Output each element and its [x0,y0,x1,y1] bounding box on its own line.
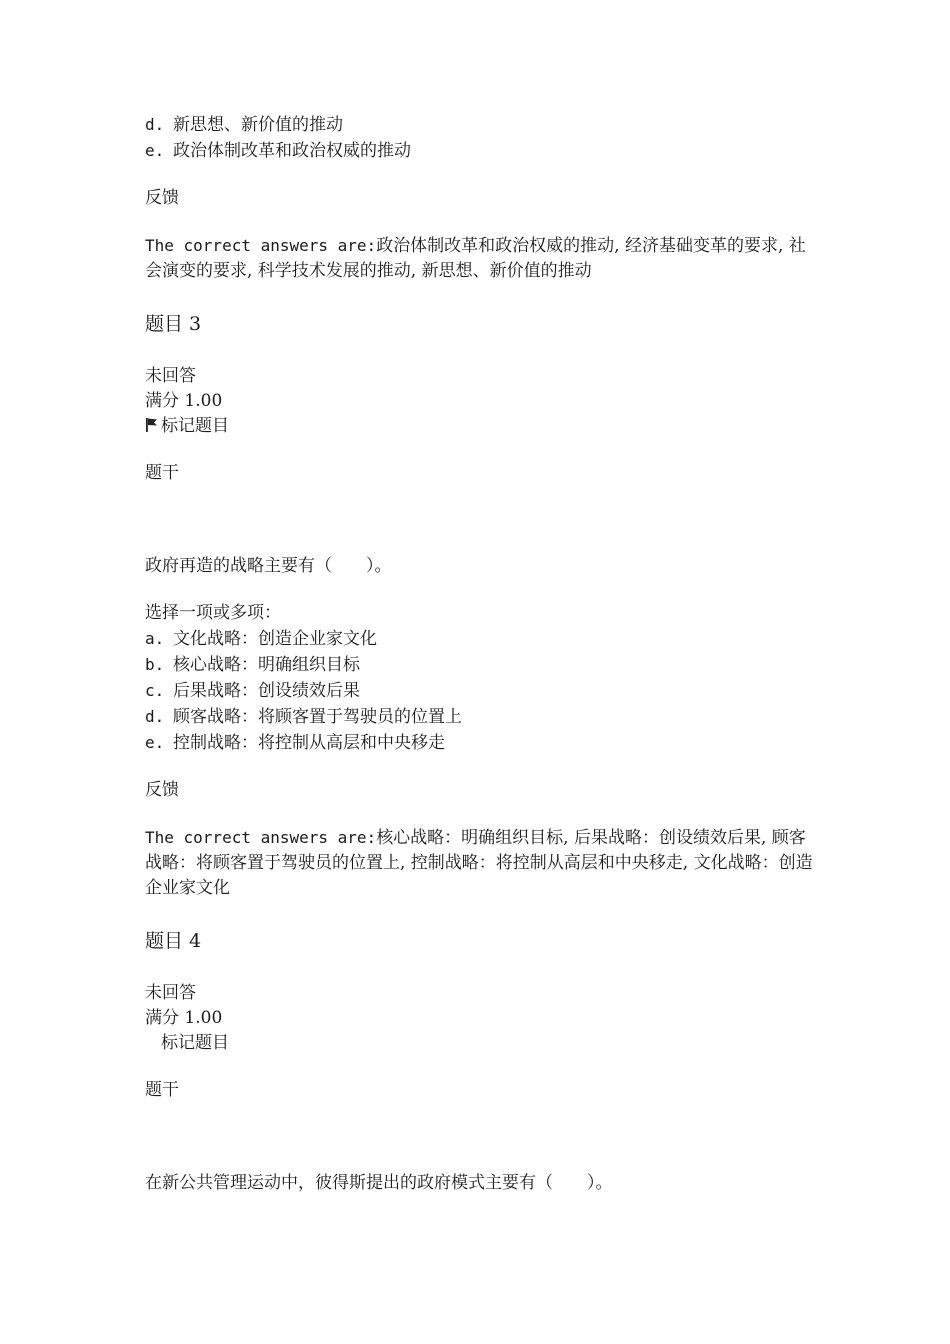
q3-question-text: 政府再造的战略主要有（ ）。 [145,556,392,576]
quiz-review-page [145,112,815,1196]
q2-option-d[interactable] [145,112,815,138]
option-letter: b. [145,655,165,674]
option-text: 控制战略：将控制从高层和中央移走 [173,733,445,753]
option-letter: a. [145,629,165,648]
q4-flag-question[interactable] [145,1031,815,1056]
flag-label: 标记题目 [161,1033,229,1053]
flag-label: 标记题目 [161,416,229,436]
q4-status: 未回答 [145,983,196,1003]
option-letter: e. [145,733,165,752]
q3-option-b[interactable] [145,652,815,678]
option-letter: d. [145,707,165,726]
q3-instruction: 选择一项或多项： [145,603,281,623]
q2-option-e[interactable] [145,138,815,164]
q4-question-text: 在新公共管理运动中，彼得斯提出的政府模式主要有（ ）。 [145,1173,613,1193]
q2-correct-answers [145,233,815,284]
q3-option-d[interactable] [145,704,815,730]
q3-option-e[interactable] [145,730,815,756]
option-text: 政治体制改革和政治权威的推动 [173,141,411,161]
option-text: 后果战略：创设绩效后果 [173,681,360,701]
q4-score: 满分 1.00 [145,1008,223,1028]
answer-prefix: The correct answers are: [145,828,377,847]
option-text: 新思想、新价值的推动 [173,115,343,135]
q2-options [145,112,815,164]
q3-stem-label: 题干 [145,463,179,483]
q2-feedback-label: 反馈 [145,188,179,208]
option-text: 文化战略：创造企业家文化 [173,629,377,649]
q4-title: 题目 4 [145,930,202,952]
answer-text: 核心战略：明确组织目标, 后果战略：创设绩效后果, 顾客战略：将顾客置于驾驶员的位置上, 控制战略：将控制从高层和中央移走, 文化战略：创造企业家文化 [145,828,813,898]
answer-prefix: The correct answers are: [145,236,377,255]
answer-text: 政治体制改革和政治权威的推动, 经济基础变革的要求, 社会演变的要求, 科学技术发展的推动, 新思想、新价值的推动 [145,236,806,281]
flag-icon [145,1032,161,1048]
flag-icon [145,417,159,433]
q3-feedback-label: 反馈 [145,780,179,800]
q3-title: 题目 3 [145,313,202,335]
q3-score: 满分 1.00 [145,391,223,411]
q3-status: 未回答 [145,366,196,386]
q3-flag-question[interactable] [145,414,815,439]
q3-correct-answers [145,825,815,901]
option-letter: e. [145,141,165,160]
q3-option-c[interactable] [145,678,815,704]
option-letter: d. [145,115,165,134]
option-text: 顾客战略：将顾客置于驾驶员的位置上 [173,707,462,727]
q4-stem-label: 题干 [145,1080,179,1100]
option-letter: c. [145,681,165,700]
option-text: 核心战略：明确组织目标 [173,655,360,675]
q3-options [145,626,815,756]
q3-option-a[interactable] [145,626,815,652]
